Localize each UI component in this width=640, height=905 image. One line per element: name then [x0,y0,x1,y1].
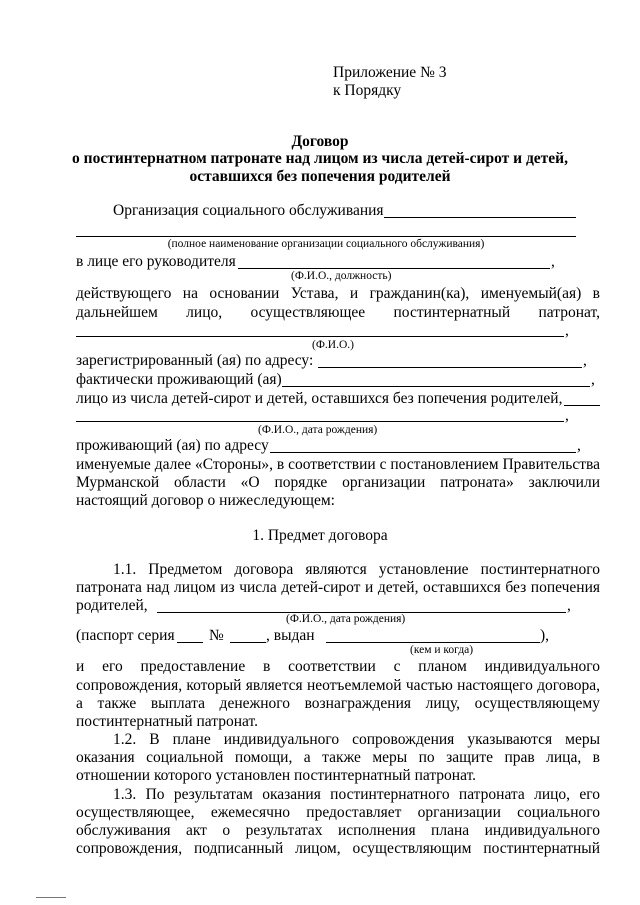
living-address-label: проживающий (ая) по адресу [76,437,269,454]
p13-line3: обслуживания акт о результатах исполнения плана индивидуального [76,822,600,839]
organization-blank-full [76,236,576,237]
passport-number-sign: № [209,627,224,644]
p12-line3: отношении которого установлен постинтернатный патронат. [76,767,477,784]
passport-issuer-blank [326,642,540,643]
passport-prefix: (паспорт серия [76,627,175,644]
registered-label: зарегистрированный (ая) по адресу: [76,352,314,369]
p12-line2: оказания социальной помощи, а также меры по защите прав лица, в [76,749,600,766]
p13-line4: сопровождения, подписанный лицом, осуществляющим постинтернатный [76,840,600,857]
scan-mark [36,897,66,898]
parties-line2: Мурманской области «О порядке организации патроната» заключили [76,474,600,491]
passport-number-blank [230,642,266,643]
organization-caption: (полное наименование организации социального обслуживания) [167,238,485,250]
p11-line7: а также выплата денежного вознаграждения лицу, осуществляющему [76,695,600,712]
orphan-line: лицо из числа детей-сирот и детей, оставшихся без попечения родителей, [76,390,563,407]
head-caption: (Ф.И.О., должность) [291,270,392,282]
document-title: Договор [291,133,349,150]
passport-series-blank [177,642,203,643]
passport-close: ), [540,627,550,644]
head-label: в лице его руководителя [76,253,236,270]
document-subtitle-line2: оставшихся без попечения родителей [189,168,451,185]
comma: , [567,597,571,614]
organization-label: Организация социального обслуживания [113,202,384,219]
p11-line8: постинтернатный патронат. [76,713,258,730]
living-label: фактически проживающий (ая) [76,371,282,388]
appendix-reference: к Порядку [333,82,402,99]
registered-address-blank [318,367,582,368]
comma: , [583,352,587,369]
orphan-address-blank [270,452,576,453]
parties-line3: настоящий договор о нижеследующем: [76,492,335,509]
appendix-number: Приложение № 3 [333,64,447,81]
comma: , [565,407,569,424]
comma: , [565,322,569,339]
p13-line1: 1.3. По результатам оказания постинтернатного патроната лицо, его [113,786,600,803]
p11-line6: сопровождения, который является неотъемлемой частью настоящего договора, [76,677,600,694]
patron-name-caption: (Ф.И.О.) [312,339,354,351]
p11-line5: и его предоставление в соответствии с планом индивидуального [76,658,600,675]
p11-line3: родителей, [76,597,148,614]
subject-name-caption: (Ф.И.О., дата рождения) [286,613,406,625]
acting-line: действующего на основании Устава, и гражданин(ка), именуемый(ая) в [76,285,600,302]
p11-line2: патроната над лицом из числа детей-сирот и детей, оставшихся без попечения [76,579,600,596]
comma: , [551,253,555,270]
living-address-blank [282,386,590,387]
orphan-blank [564,405,600,406]
document-subtitle-line1: о постинтернатном патронате над лицом из числа детей-сирот и детей, [72,150,568,167]
head-blank [238,268,550,269]
p13-line2: осуществляющее, ежемесячно предоставляет организации социального [76,804,600,821]
section-heading: 1. Предмет договора [252,527,388,544]
organization-blank [384,217,576,218]
comma: , [577,437,581,454]
passport-issued-label: , выдан [266,627,315,644]
p11-line1: 1.1. Предметом договора являются установление постинтернатного [113,561,600,578]
patron-name-blank [76,336,564,337]
orphan-name-caption: (Ф.И.О., дата рождения) [258,424,378,436]
orphan-name-blank [76,421,564,422]
comma: , [591,371,595,388]
parties-line1: именуемые далее «Стороны», в соответствии с постановлением Правительства [76,456,600,473]
p12-line1: 1.2. В плане индивидуального сопровождения указываются меры [113,731,600,748]
issued-caption: (кем и когда) [410,644,474,656]
further-line: дальнейшем лицо, осуществляющее постинтернатный патронат, [76,304,600,321]
